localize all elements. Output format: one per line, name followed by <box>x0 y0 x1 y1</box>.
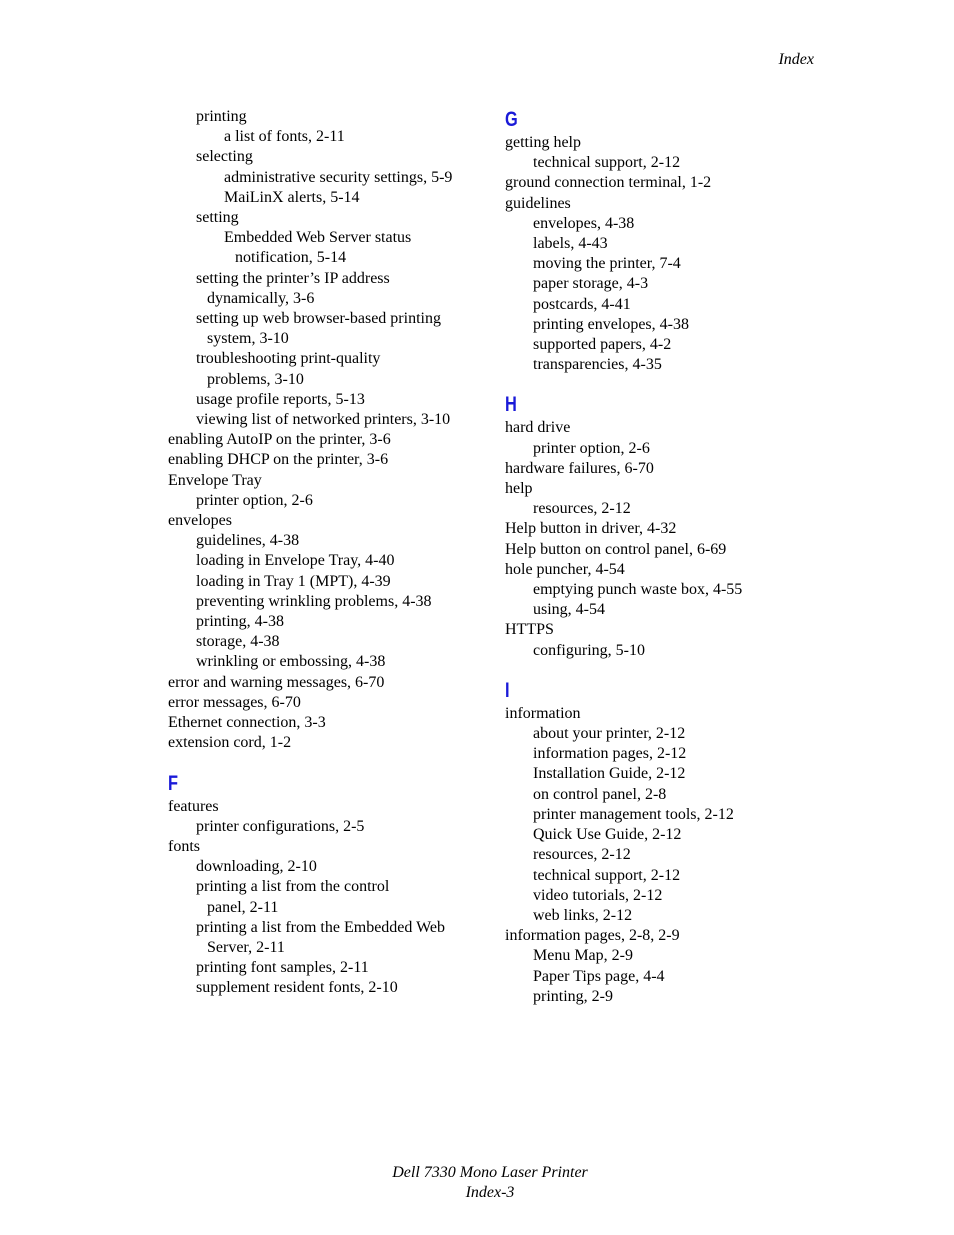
index-subentry: Embedded Web Server status <box>224 229 412 247</box>
index-subentry: configuring, 5-10 <box>533 641 645 659</box>
index-subentry: dynamically, 3-6 <box>207 289 315 307</box>
index-subentry: video tutorials, 2-12 <box>533 886 663 904</box>
index-letter-heading: F <box>168 771 179 795</box>
index-entry: hard drive <box>505 419 571 437</box>
index-subentry: printing font samples, 2-11 <box>196 959 369 977</box>
index-letter-heading: G <box>505 108 518 131</box>
index-subentry: resources, 2-12 <box>533 500 631 518</box>
index-column-right <box>505 107 805 1007</box>
index-subentry: downloading, 2-10 <box>196 858 317 876</box>
index-subentry: about your printer, 2-12 <box>533 725 686 743</box>
index-subentry: panel, 2-11 <box>207 898 279 916</box>
index-subentry: printing a list from the control <box>196 878 390 896</box>
index-subentry: transparencies, 4-35 <box>533 356 662 374</box>
index-column-left <box>168 107 488 999</box>
index-letter-heading: H <box>505 393 517 417</box>
index-subentry: setting up web browser-based printing <box>196 310 441 328</box>
index-entry: Help button on control panel, 6-69 <box>505 540 727 558</box>
index-subentry: envelopes, 4-38 <box>533 214 635 232</box>
index-entry: ground connection terminal, 1-2 <box>505 174 712 192</box>
index-subentry: loading in Tray 1 (MPT), 4-39 <box>196 572 391 590</box>
index-letter-heading: I <box>505 678 510 702</box>
index-subentry: printing, 4-38 <box>196 613 284 631</box>
index-entry: HTTPS <box>505 621 554 639</box>
index-subentry: printing a list from the Embedded Web <box>196 918 446 936</box>
index-subentry: printer management tools, 2-12 <box>533 805 734 823</box>
index-subentry: using, 4-54 <box>533 601 605 619</box>
index-subentry: Menu Map, 2-9 <box>533 947 633 965</box>
index-subentry: technical support, 2-12 <box>533 154 681 172</box>
index-subentry: storage, 4-38 <box>196 633 280 651</box>
index-entry: hole puncher, 4-54 <box>505 560 625 578</box>
index-entry: enabling DHCP on the printer, 3-6 <box>168 451 389 469</box>
index-entry: extension cord, 1-2 <box>168 734 292 752</box>
index-subentry: loading in Envelope Tray, 4-40 <box>196 552 395 570</box>
index-subentry: guidelines, 4-38 <box>196 532 300 550</box>
index-subentry: printing, 2-9 <box>533 987 613 1005</box>
index-subentry: MaiLinX alerts, 5-14 <box>224 188 360 206</box>
index-entry: envelopes <box>168 512 232 530</box>
index-subentry: on control panel, 2-8 <box>533 785 667 803</box>
index-subentry: postcards, 4-41 <box>533 295 631 313</box>
index-subentry: information pages, 2-12 <box>533 745 687 763</box>
index-subentry: troubleshooting print-quality <box>196 350 381 368</box>
index-subentry: preventing wrinkling problems, 4-38 <box>196 592 432 610</box>
index-subentry: paper storage, 4-3 <box>533 275 649 293</box>
index-entry: Ethernet connection, 3-3 <box>168 714 326 732</box>
index-subentry: usage profile reports, 5-13 <box>196 390 365 408</box>
index-subentry: resources, 2-12 <box>533 846 631 864</box>
index-entry: hardware failures, 6-70 <box>505 459 654 477</box>
page-footer <box>0 1163 954 1203</box>
index-entry: information pages, 2-8, 2-9 <box>505 927 680 945</box>
index-entry: information <box>505 704 581 722</box>
index-entry: features <box>168 797 219 815</box>
index-subentry: setting the printer’s IP address <box>196 269 390 287</box>
index-subentry: supported papers, 4-2 <box>533 336 672 354</box>
index-subentry: labels, 4-43 <box>533 235 608 253</box>
index-subentry: supplement resident fonts, 2-10 <box>196 979 398 997</box>
index-subentry: problems, 3-10 <box>207 370 304 388</box>
index-subentry: a list of fonts, 2-11 <box>224 128 345 146</box>
index-subentry: viewing list of networked printers, 3-10 <box>196 411 451 429</box>
footer-page-number: Index-3 <box>465 1184 515 1201</box>
index-entry: enabling AutoIP on the printer, 3-6 <box>168 431 391 449</box>
index-subentry: printing <box>196 108 247 125</box>
footer-product-name: Dell 7330 Mono Laser Printer <box>392 1164 588 1181</box>
index-entry: help <box>505 480 533 498</box>
running-header: Index <box>778 51 814 68</box>
index-subentry: Paper Tips page, 4-4 <box>533 967 665 985</box>
index-subentry: Installation Guide, 2-12 <box>533 765 686 783</box>
index-subentry: setting <box>196 209 239 227</box>
index-entry: fonts <box>168 837 200 855</box>
index-subentry: emptying punch waste box, 4-55 <box>533 581 743 599</box>
index-entry: Help button in driver, 4-32 <box>505 520 677 538</box>
index-entry: error and warning messages, 6-70 <box>168 673 385 691</box>
index-subentry: Quick Use Guide, 2-12 <box>533 826 682 844</box>
index-entry: getting help <box>505 134 581 151</box>
index-subentry: printing envelopes, 4-38 <box>533 315 689 333</box>
index-subentry: administrative security settings, 5-9 <box>224 168 453 186</box>
index-subentry: notification, 5-14 <box>235 249 347 267</box>
index-subentry: technical support, 2-12 <box>533 866 681 884</box>
index-entry: error messages, 6-70 <box>168 693 301 711</box>
index-subentry: printer option, 2-6 <box>533 439 650 457</box>
index-subentry: moving the printer, 7-4 <box>533 255 681 273</box>
index-entry: guidelines <box>505 194 571 212</box>
index-subentry: selecting <box>196 148 253 166</box>
index-subentry: wrinkling or embossing, 4-38 <box>196 653 386 671</box>
index-subentry: printer configurations, 2-5 <box>196 817 365 835</box>
index-subentry: system, 3-10 <box>207 330 289 348</box>
index-subentry: web links, 2-12 <box>533 906 633 924</box>
index-entry: Envelope Tray <box>168 471 262 489</box>
index-subentry: printer option, 2-6 <box>196 491 313 509</box>
index-subentry: Server, 2-11 <box>207 938 285 956</box>
